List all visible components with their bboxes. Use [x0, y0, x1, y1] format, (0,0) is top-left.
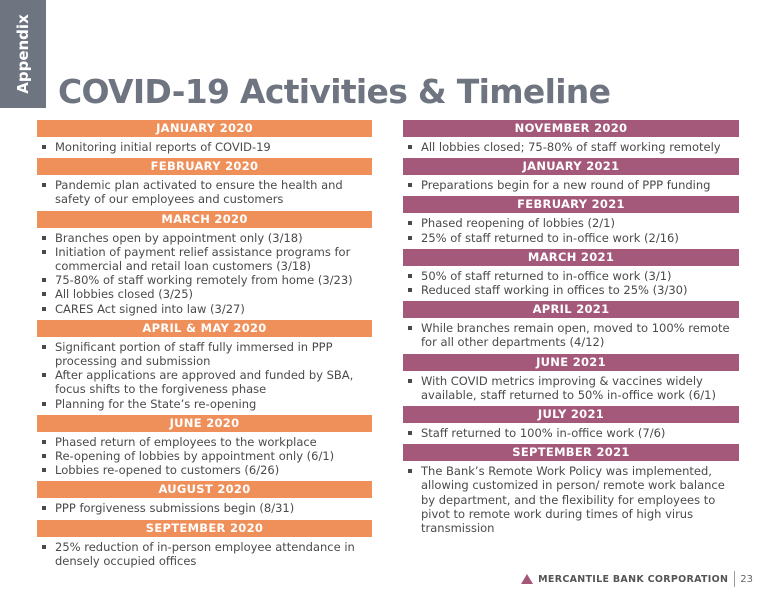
- timeline-item: Re-opening of lobbies by appointment only (6/1): [37, 449, 372, 463]
- section-heading: MARCH 2021: [403, 249, 739, 266]
- section-heading: AUGUST 2020: [37, 481, 372, 498]
- timeline-item: Pandemic plan activated to ensure the health and safety of our employees and customers: [37, 178, 372, 206]
- timeline-section-february-2020: [37, 158, 372, 210]
- timeline-item: 25% of staff returned to in-office work (2/16): [403, 231, 739, 245]
- timeline-item: Phased return of employees to the workplace: [37, 435, 372, 449]
- timeline-item: Significant portion of staff fully immersed in PPP processing and submission: [37, 340, 372, 368]
- section-heading: JANUARY 2020: [37, 120, 372, 137]
- timeline-item: 50% of staff returned to in-office work (3/1): [403, 269, 739, 283]
- timeline-section-february-2021: [403, 196, 739, 248]
- company-name: MERCANTILE BANK CORPORATION: [538, 573, 729, 585]
- section-heading: JANUARY 2021: [403, 158, 739, 175]
- footer-divider: [734, 571, 735, 587]
- section-heading: NOVEMBER 2020: [403, 120, 739, 137]
- appendix-tab: [0, 0, 46, 108]
- timeline-section-june-2020: [37, 415, 372, 482]
- timeline-section-september-2020: [37, 520, 372, 572]
- timeline-section-march-2020: [37, 211, 372, 320]
- section-item-list: [37, 537, 372, 572]
- section-item-list: [37, 228, 372, 320]
- timeline-section-april-may-2020: [37, 320, 372, 415]
- timeline-item: PPP forgiveness submissions begin (8/31): [37, 501, 372, 515]
- timeline-item: Branches open by appointment only (3/18): [37, 231, 372, 245]
- section-heading: JUNE 2020: [37, 415, 372, 432]
- timeline-item: Planning for the State’s re-opening: [37, 397, 372, 411]
- section-item-list: [37, 498, 372, 519]
- section-heading: SEPTEMBER 2021: [403, 444, 739, 461]
- section-heading: APRIL & MAY 2020: [37, 320, 372, 337]
- section-item-list: [403, 213, 739, 248]
- section-heading: APRIL 2021: [403, 301, 739, 318]
- timeline-item: Reduced staff working in offices to 25% (3/30): [403, 283, 739, 297]
- timeline-item: Preparations begin for a new round of PPP funding: [403, 178, 739, 192]
- timeline-item: Monitoring initial reports of COVID-19: [37, 140, 372, 154]
- timeline-section-november-2020: [403, 120, 739, 158]
- section-item-list: [37, 432, 372, 482]
- timeline-item: 75-80% of staff working remotely from home (3/23): [37, 273, 372, 287]
- section-heading: JUNE 2021: [403, 354, 739, 371]
- section-item-list: [37, 137, 372, 158]
- section-item-list: [403, 266, 739, 301]
- section-heading: SEPTEMBER 2020: [37, 520, 372, 537]
- right-timeline-column: [403, 120, 739, 539]
- timeline-item: 25% reduction of in-person employee attendance in densely occupied offices: [37, 540, 372, 568]
- section-item-list: [403, 175, 739, 196]
- timeline-section-july-2021: [403, 406, 739, 444]
- timeline-section-march-2021: [403, 249, 739, 301]
- timeline-item: Phased reopening of lobbies (2/1): [403, 216, 739, 230]
- section-heading: MARCH 2020: [37, 211, 372, 228]
- timeline-section-january-2020: [37, 120, 372, 158]
- timeline-section-june-2021: [403, 354, 739, 406]
- section-heading: JULY 2021: [403, 406, 739, 423]
- section-item-list: [37, 175, 372, 210]
- page-title: COVID-19 Activities & Timeline: [58, 72, 611, 111]
- section-item-list: [403, 137, 739, 158]
- section-item-list: [403, 318, 739, 353]
- timeline-section-april-2021: [403, 301, 739, 353]
- section-item-list: [403, 371, 739, 406]
- timeline-item: All lobbies closed; 75-80% of staff working remotely: [403, 140, 739, 154]
- timeline-item: Staff returned to 100% in-office work (7/6): [403, 426, 739, 440]
- timeline-item: CARES Act signed into law (3/27): [37, 302, 372, 316]
- timeline-section-january-2021: [403, 158, 739, 196]
- section-item-list: [403, 461, 739, 539]
- section-item-list: [403, 423, 739, 444]
- timeline-item: With COVID metrics improving & vaccines widely available, staff returned to 50% in-office work (6/1): [403, 374, 739, 402]
- triangle-logo-icon: [521, 574, 533, 584]
- timeline-item: The Bank’s Remote Work Policy was implemented, allowing customized in person/ remote work balance by department, and the flexibility for employees to pivot to remote work during times of high virus transmission: [403, 464, 739, 535]
- appendix-label: Appendix: [14, 14, 32, 94]
- timeline-section-august-2020: [37, 481, 372, 519]
- timeline-item: Lobbies re-opened to customers (6/26): [37, 463, 372, 477]
- timeline-item: All lobbies closed (3/25): [37, 287, 372, 301]
- timeline-item: After applications are approved and funded by SBA, focus shifts to the forgiveness phase: [37, 368, 372, 396]
- left-timeline-column: [37, 120, 372, 572]
- page-number: 23: [740, 573, 753, 585]
- timeline-section-september-2021: [403, 444, 739, 539]
- timeline-item: Initiation of payment relief assistance programs for commercial and retail loan customers (3/18): [37, 245, 372, 273]
- footer: [521, 570, 753, 588]
- section-item-list: [37, 337, 372, 415]
- section-heading: FEBRUARY 2021: [403, 196, 739, 213]
- section-heading: FEBRUARY 2020: [37, 158, 372, 175]
- timeline-item: While branches remain open, moved to 100% remote for all other departments (4/12): [403, 321, 739, 349]
